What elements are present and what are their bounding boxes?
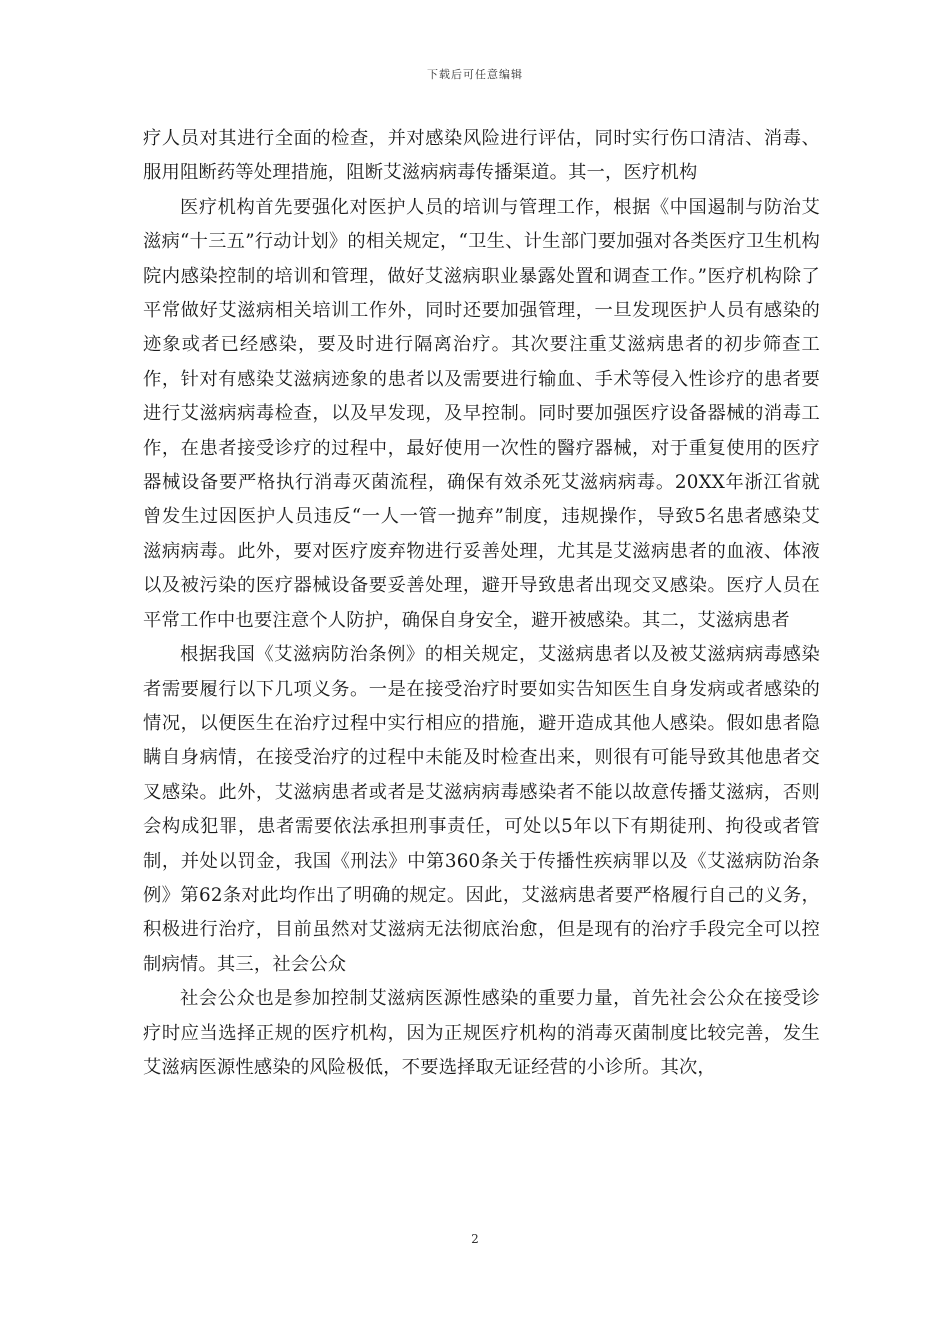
- paragraph-public: 社会公众也是参加控制艾滋病医源性感染的重要力量，首先社会公众在接受诊疗时应当选择正规的医疗机构，因为正规医疗机构的消毒灭菌制度比较完善，发生艾滋病医源性感染的风险极低，不要选择取无证经营的小诊所。其次，: [143, 988, 820, 1078]
- page-number: 2: [471, 1232, 479, 1246]
- document-body: [143, 122, 820, 1085]
- page-header: 下载后可任意编辑: [427, 68, 523, 81]
- paragraph-aids-patients: 根据我国《艾滋病防治条例》的相关规定，艾滋病患者以及被艾滋病病毒感染者需要履行以下几项义务。一是在接受治疗时要如实告知医生自身发病或者感染的情况，以便医生在治疗过程中实行相应的措施，避开造成其他人感染。假如患者隐瞒自身病情，在接受治疗的过程中未能及时检查出来，则很有可能导致其他患者交叉感染。此外，艾滋病患者或者是艾滋病病毒感染者不能以故意传播艾滋病，否则会构成犯罪，患者需要依法承担刑事责任，可处以5年以下有期徒刑、拘役或者管制，并处以罚金，我国《刑法》中第360条关于传播性疾病罪以及《艾滋病防治条例》第62条对此均作出了明确的规定。因此，艾滋病患者要严格履行自己的义务，积极进行治疗，目前虽然对艾滋病无法彻底治愈，但是现有的治疗手段完全可以控制病情。其三，社会公众: [143, 644, 820, 975]
- paragraph-continuation: 疗人员对其进行全面的检查，并对感染风险进行评估，同时实行伤口清洁、消毒、服用阻断药等处理措施，阻断艾滋病病毒传播渠道。其一，医疗机构: [143, 128, 820, 184]
- paragraph-medical-institutions: 医疗机构首先要强化对医护人员的培训与管理工作，根据《中国遏制与防治艾滋病“十三五”行动计划》的相关规定，“卫生、计生部门要加强对各类医疗卫生机构院内感染控制的培训和管理，做好艾滋病职业暴露处置和调查工作。”医疗机构除了平常做好艾滋病相关培训工作外，同时还要加强管理，一旦发现医护人员有感染的迹象或者已经感染，要及时进行隔离治疗。其次要注重艾滋病患者的初步筛查工作，针对有感染艾滋病迹象的患者以及需要进行输血、手术等侵入性诊疗的患者要进行艾滋病病毒检查，以及早发现，及早控制。同时要加强医疗设备器械的消毒工作，在患者接受诊疗的过程中，最好使用一次性的醫疗器械，对于重复使用的医疗器械设备要严格执行消毒灭菌流程，确保有效杀死艾滋病病毒。20XX年浙江省就曾发生过因医护人员违反“一人一管一抛弃”制度，违规操作，导致5名患者感染艾滋病病毒。此外，要对医疗废弃物进行妥善处理，尤其是艾滋病患者的血液、体液以及被污染的医疗器械设备要妥善处理，避开导致患者出现交叉感染。医疗人员在平常工作中也要注意个人防护，确保自身安全，避开被感染。其二，艾滋病患者: [143, 196, 820, 631]
